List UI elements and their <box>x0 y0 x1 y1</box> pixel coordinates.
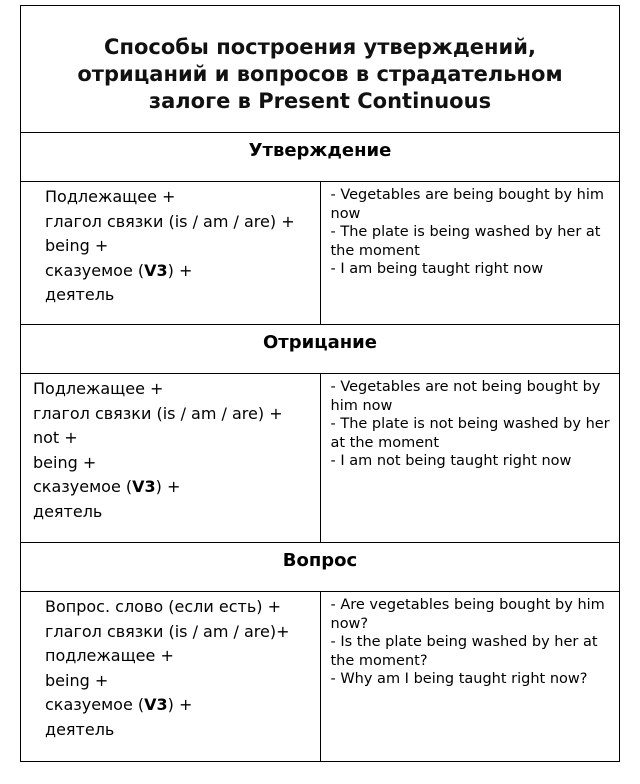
formula-line: Подлежащее + <box>45 187 176 206</box>
affirmative-formula <box>21 182 321 325</box>
formula-line: деятель <box>45 719 115 739</box>
negative-heading-row <box>21 325 620 374</box>
formula-line: деятель <box>33 501 103 521</box>
formula-line: глагол связки (is / am / are) + <box>45 211 295 231</box>
formula-line <box>45 259 320 284</box>
formula-line: подлежащее + <box>45 646 174 665</box>
negative-heading: Отрицание <box>263 332 377 353</box>
title-line: залоге в Present Continuous <box>148 88 492 113</box>
formula-line: Вопрос. слово (если есть) + <box>45 597 281 616</box>
formula-line: Подлежащее + <box>33 379 164 398</box>
formula-line: being + <box>45 670 109 690</box>
formula-line <box>45 693 320 718</box>
affirmative-heading-row <box>21 133 620 182</box>
affirmative-row <box>21 182 620 325</box>
affirmative-examples <box>320 182 620 325</box>
v3-label: V3 <box>144 260 168 280</box>
example-item: - Vegetables are not being bought by him now <box>330 379 601 414</box>
v3-label: V3 <box>132 477 156 496</box>
formula-line: деятель <box>45 285 115 304</box>
title-line: отрицаний и вопросов в страдательном <box>77 61 563 86</box>
negative-examples <box>320 374 620 543</box>
negative-formula <box>21 374 321 543</box>
example-item: - Are vegetables being bought by him now? <box>330 597 605 632</box>
formula-text: ) + <box>167 260 193 280</box>
formula-line: глагол связки (is / am / are)+ <box>45 621 290 641</box>
example-item: - The plate is not being washed by her at the moment <box>330 416 610 451</box>
example-item: - Is the plate being washed by her at the moment? <box>330 634 598 669</box>
title-row <box>21 6 620 133</box>
formula-line: глагол связки (is / am / are) + <box>33 403 283 423</box>
example-item: - Why am I being taught right now? <box>330 671 588 687</box>
v3-label: V3 <box>144 695 168 714</box>
example-item: - I am being taught right now <box>330 261 544 277</box>
formula-line: not + <box>33 428 78 447</box>
question-examples <box>320 592 620 762</box>
affirmative-heading-cell <box>21 133 620 182</box>
grammar-table <box>20 5 620 762</box>
example-item: - Vegetables are being bought by him now <box>330 187 604 222</box>
question-heading: Вопрос <box>282 550 358 571</box>
formula-line <box>33 475 320 500</box>
negative-row <box>21 374 620 543</box>
question-heading-cell <box>21 543 620 592</box>
title-line: Способы построения утверждений, <box>104 34 536 59</box>
affirmative-heading: Утверждение <box>248 140 392 161</box>
formula-line: being + <box>33 452 97 472</box>
question-heading-row <box>21 543 620 592</box>
negative-heading-cell <box>21 325 620 374</box>
example-item: - I am not being taught right now <box>330 453 572 469</box>
formula-text: сказуемое ( <box>45 260 145 280</box>
formula-text: сказуемое ( <box>45 695 145 714</box>
example-item: - The plate is being washed by her at the moment <box>330 224 601 259</box>
question-row <box>21 592 620 762</box>
table-title <box>21 24 619 115</box>
formula-text: ) + <box>167 695 193 714</box>
formula-line: being + <box>45 236 109 255</box>
question-formula <box>21 592 321 762</box>
formula-text: сказуемое ( <box>33 477 133 496</box>
title-cell <box>21 6 620 133</box>
formula-text: ) + <box>155 477 181 496</box>
